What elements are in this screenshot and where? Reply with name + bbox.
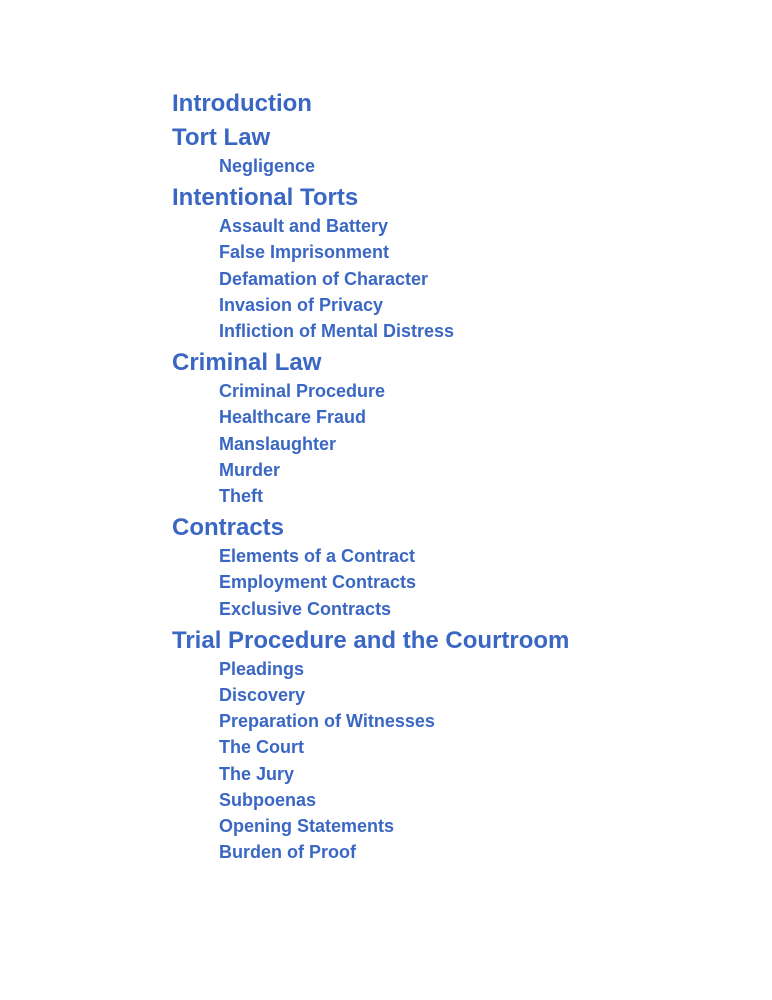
toc-subsection-list [172,213,752,344]
toc-subsection-link[interactable]: Invasion of Privacy [219,294,384,315]
toc-subsection-link[interactable]: False Imprisonment [219,242,390,263]
toc-subsection-list [172,656,752,866]
list-item [219,656,752,682]
list-item [219,596,752,622]
list-item [219,569,752,595]
toc-section-link[interactable]: Introduction [172,90,312,117]
list-item [219,292,752,318]
toc-section-link[interactable]: Intentional Torts [172,184,359,212]
toc-subsection-link[interactable]: The Court [219,737,304,758]
toc-section-link[interactable]: Trial Procedure and the Courtroom [172,626,570,654]
toc-subsection-link[interactable]: Discovery [219,685,306,706]
list-item [219,457,752,483]
list-item [219,839,752,865]
list-item [219,813,752,839]
list-item [219,213,752,239]
toc-subsection-link[interactable]: Preparation of Witnesses [219,711,435,732]
toc-section [172,513,752,622]
list-item [219,431,752,457]
toc-subsection-link[interactable]: The Jury [219,763,295,784]
toc-subsection-list [172,153,752,179]
toc-subsection-list [172,378,752,509]
toc-subsection-link[interactable]: Assault and Battery [219,216,389,237]
toc-subsection-link[interactable]: Defamation of Character [219,268,429,289]
toc-subsection-link[interactable]: Burden of Proof [219,842,356,863]
list-item [219,787,752,813]
list-item [219,682,752,708]
list-item [219,239,752,265]
toc-subsection-link[interactable]: Murder [219,459,281,480]
toc-section [172,183,752,344]
toc-subsection-link[interactable]: Healthcare Fraud [219,407,367,428]
list-item [219,404,752,430]
list-item [219,483,752,509]
toc-subsection-link[interactable]: Employment Contracts [219,572,417,593]
list-item [219,543,752,569]
toc-subsection-link[interactable]: Elements of a Contract [219,546,416,567]
list-item [219,734,752,760]
list-item [219,378,752,404]
list-item [219,153,752,179]
toc-subsection-link[interactable]: Negligence [219,156,316,176]
toc-subsection-link[interactable]: Infliction of Mental Distress [219,321,455,342]
toc-subsection-link[interactable]: Theft [219,486,263,507]
list-item [219,761,752,787]
toc-section [172,626,752,866]
toc-section [172,89,752,119]
toc-subsection-link[interactable]: Pleadings [219,658,305,679]
list-item [219,708,752,734]
toc-subsection-link[interactable]: Manslaughter [219,433,337,454]
table-of-contents [172,89,752,869]
toc-subsection-list [172,543,752,622]
toc-subsection-link[interactable]: Opening Statements [219,816,395,837]
list-item [219,318,752,344]
toc-section-link[interactable]: Tort Law [172,124,271,151]
toc-subsection-link[interactable]: Exclusive Contracts [219,598,392,619]
toc-subsection-link[interactable]: Subpoenas [219,789,317,810]
toc-section [172,348,752,509]
toc-subsection-link[interactable]: Criminal Procedure [219,381,386,402]
list-item [219,266,752,292]
toc-section [172,123,752,179]
toc-section-link[interactable]: Criminal Law [172,349,322,377]
toc-section-link[interactable]: Contracts [172,514,285,542]
